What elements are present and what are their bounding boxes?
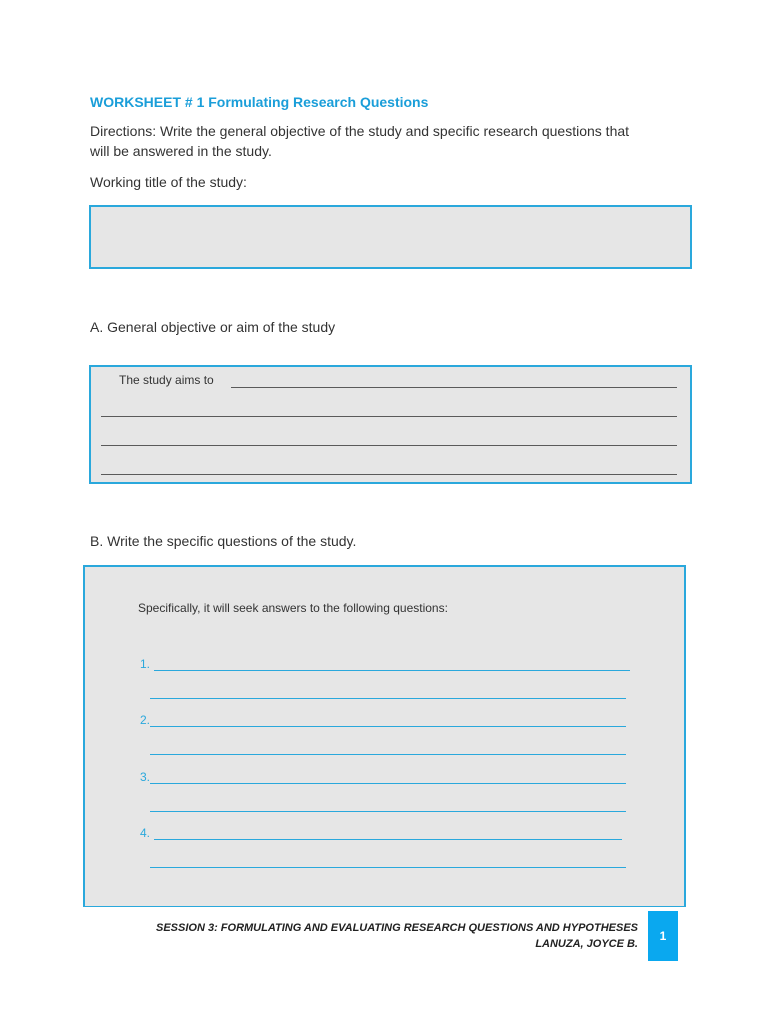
objective-lead-text: The study aims to [119,373,214,387]
question-2-line-2[interactable] [150,754,626,755]
objective-line-4 [101,474,677,475]
question-3-line-2[interactable] [150,811,626,812]
question-4-line-2[interactable] [150,867,626,868]
worksheet-title: WORKSHEET # 1 Formulating Research Questions [90,94,429,110]
section-b-heading: B. Write the specific questions of the study. [90,533,357,549]
directions-line-1: Directions: Write the general objective of the study and specific research questions that [90,123,630,139]
directions-text [90,121,629,161]
objective-line-2 [101,416,677,417]
footer-text [156,920,638,952]
question-1-line-1[interactable] [154,670,630,671]
page-number-badge: 1 [648,911,678,961]
objective-line-3 [101,445,677,446]
question-number-4: 4. [140,826,151,840]
question-number-1: 1. [140,657,151,671]
section-a-heading: A. General objective or aim of the study [90,319,336,335]
working-title-box[interactable] [89,205,692,269]
question-4-line-1[interactable] [154,839,622,840]
footer-session: SESSION 3: FORMULATING AND EVALUATING RESEARCH QUESTIONS AND HYPOTHESES [156,922,638,934]
directions-line-2: will be answered in the study. [90,143,272,159]
question-1-line-2[interactable] [150,698,626,699]
footer-author: LANUZA, JOYCE B. [535,938,638,950]
questions-box[interactable] [83,565,686,907]
question-2-line-1[interactable] [150,726,626,727]
questions-intro: Specifically, it will seek answers to the following questions: [138,601,448,615]
objective-box[interactable] [89,365,692,484]
working-title-label: Working title of the study: [90,174,247,190]
footer-rule [84,906,686,907]
objective-line-1 [231,387,677,388]
question-3-line-1[interactable] [150,783,626,784]
question-number-2: 2. [140,713,151,727]
question-number-3: 3. [140,770,151,784]
